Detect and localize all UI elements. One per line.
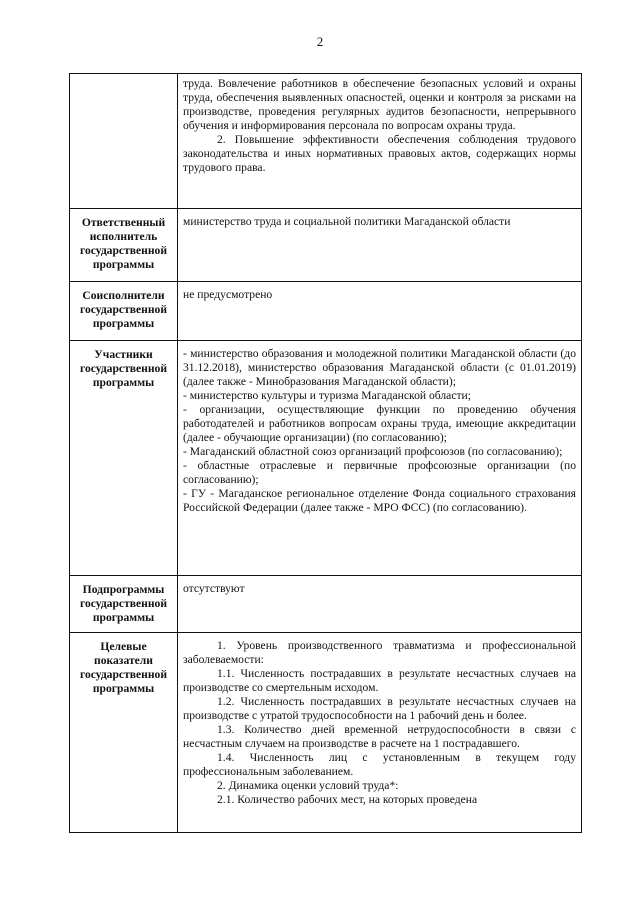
paragraph: не предусмотрено xyxy=(183,288,273,301)
table-row-target-indicators xyxy=(70,633,582,833)
row-label: Целевые показатели государственной программы xyxy=(70,633,178,833)
paragraph: 1.2. Численность пострадавших в результате несчастных случаев на производстве с утратой трудоспособности на 1 рабочий день и более. xyxy=(183,695,576,722)
table-row-participants xyxy=(70,341,582,576)
table-row-subprograms xyxy=(70,576,582,633)
paragraph: 1.1. Численность пострадавших в результате несчастных случаев на производстве со смертельным исходом. xyxy=(183,667,576,694)
row-content xyxy=(178,633,582,833)
program-passport-table xyxy=(69,73,582,833)
row-content xyxy=(178,209,582,282)
paragraph: труда. Вовлечение работников в обеспечение безопасных условий и охраны труда, обеспечения выявленных опасностей, оценки и контроля за рисками на производстве, проведения регулярных аудитов безопасности, непрерывного обучения и информирования персонала по вопросам охраны труда. xyxy=(183,77,576,132)
paragraph: - министерство образования и молодежной политики Магаданской области (до 31.12.2018), министерство образования Магаданской области (с 01.01.2019) (далее также - Минобразования Магаданской области); xyxy=(183,347,576,388)
paragraph: - ГУ - Магаданское региональное отделение Фонда социального страхования Российской Федерации (далее также - МРО ФСС) (по согласованию). xyxy=(183,487,576,514)
row-content xyxy=(178,282,582,341)
paragraph: - министерство культуры и туризма Магаданской области; xyxy=(183,389,471,402)
paragraph: 2. Повышение эффективности обеспечения соблюдения трудового законодательства и иных нормативных правовых актов, содержащих нормы трудового права. xyxy=(183,133,576,174)
row-content xyxy=(178,341,582,576)
paragraph: 1.3. Количество дней временной нетрудоспособности в связи с несчастным случаем на производстве в расчете на 1 пострадавшего. xyxy=(183,723,576,750)
paragraph: 2. Динамика оценки условий труда*: xyxy=(217,779,399,792)
paragraph: - областные отраслевые и первичные профсоюзные организации (по согласованию); xyxy=(183,459,576,486)
table-row-responsible-executor xyxy=(70,209,582,282)
row-label: Участники государственной программы xyxy=(70,341,178,576)
paragraph: министерство труда и социальной политики Магаданской области xyxy=(183,215,511,228)
row-label: Ответственный исполнитель государственной программы xyxy=(70,209,178,282)
row-label: Соисполнители государственной программы xyxy=(70,282,178,341)
paragraph: 2.1. Количество рабочих мест, на которых проведена xyxy=(217,793,478,806)
page-number: 2 xyxy=(316,34,324,49)
row-content xyxy=(178,576,582,633)
row-content xyxy=(178,74,582,209)
table-row-goals-continued xyxy=(70,74,582,209)
paragraph: отсутствуют xyxy=(183,582,245,595)
table-row-co-executors xyxy=(70,282,582,341)
paragraph: - Магаданский областной союз организаций профсоюзов (по согласованию); xyxy=(183,445,563,458)
paragraph: - организации, осуществляющие функции по проведению обучения работодателей и работников вопросам охраны труда, имеющие аккредитации (далее - обучающие организации) (по согласованию); xyxy=(183,403,576,444)
row-label: Подпрограммы государственной программы xyxy=(70,576,178,633)
row-label-empty xyxy=(70,74,178,209)
paragraph: 1. Уровень производственного травматизма и профессиональной заболеваемости: xyxy=(183,639,576,666)
paragraph: 1.4. Численность лиц с установленным в текущем году профессиональным заболеванием. xyxy=(183,751,576,778)
